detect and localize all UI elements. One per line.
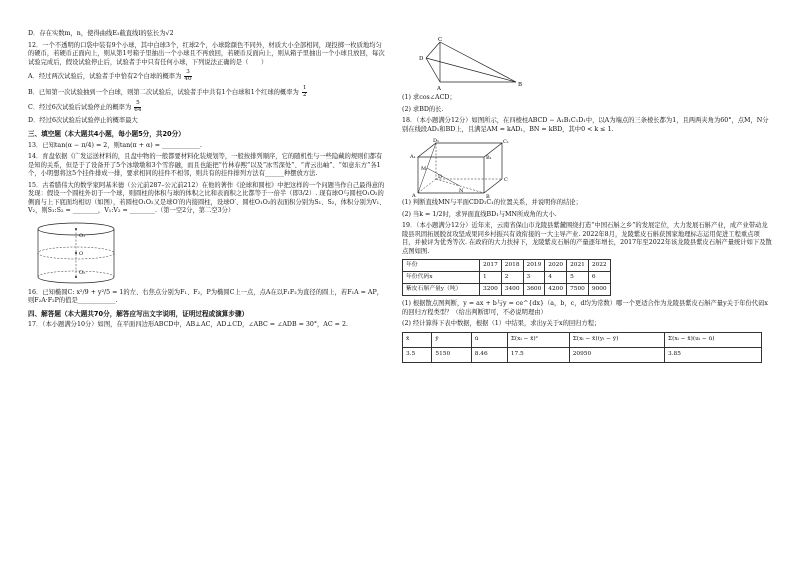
production-table	[402, 259, 611, 296]
svg-text:O₂: O₂	[79, 269, 86, 276]
svg-text:B: B	[486, 194, 490, 199]
fraction: $\frac{5}{64}$	[134, 100, 142, 114]
q12-option-a: A．经过两次试验后，试验者手中恰有2个白球的概率为 $\frac{3}{40}$	[28, 69, 192, 82]
q12-option-c: C．经过6次试验后试验停止的概率为 $\frac{5}{64}$	[28, 100, 142, 114]
svg-text:D₁: D₁	[433, 138, 440, 144]
question-16: 16．已知椭圆C: x²/9 + y²/5 = 1的左、右焦点分别为F₁、F₂，P为椭圆C上一点，点A在以F₁F₂为直径的圆上，若F₁A = AP，则F₂A·F₂P的值是____________.	[28, 288, 384, 305]
fraction: $\frac{1}{2}$	[302, 84, 307, 98]
svg-text:A₁: A₁	[410, 154, 416, 160]
svg-text:C: C	[504, 177, 508, 183]
svg-text:O₁: O₁	[79, 232, 86, 239]
q12-option-b: B．已知第一次试验抽到一个白球，则第二次试验后，试验者手中共有1个白球和1个红球的概率为 $\frac{1}{2}$	[28, 84, 307, 98]
q12-option-d: D．经过6次试验后试验停止的概率最大	[28, 117, 138, 125]
table-row: 紫皮石斛产量y（吨） 3200 3400 3600 4200 7500 9000	[403, 284, 611, 296]
svg-text:O: O	[79, 250, 84, 257]
svg-text:C₁: C₁	[503, 139, 509, 145]
svg-text:D: D	[438, 174, 443, 180]
question-12-stem: 12．一个不透明的口袋中装有9个小球，其中白球3个，红球2个，小球除颜色不同外，材质大小全部相同，现投掷一枚质地均匀的硬币，若硬币正面向上，则从第1号箱子里抽出一个小球且不再放回，若硬币反面向上，则从箱子里抽出一个小球且放回，每次试验完成后，假设试验停止后，试验者手中只有任何小球，下列说法正确的是（ ）	[28, 41, 385, 66]
q18-part-2: (2) 当k = 1/2时，求异面直线BD₁与MN所成角的大小.	[402, 210, 557, 218]
question-14: 14．育盘依据《广发运送材料的，且盘中物的一般都要材料化装规划等，一般按排列顺序，它的随机性与一些隐藏的规则们都有是知的关系，但是于了设备开了5个冰墩墩和3个雪容融，而且也能把“竹林春熙”以及“冰雪深处”、“青云出岫”、“如意东方”各1个，小明想将这5个挂件排成一排，要求相同的挂件不相邻，则共有的挂件排列方法有______种摆放方法.	[28, 153, 383, 178]
q18-part-1: (1) 判断直线MN与平面CDD₁C₁的位置关系，并说明你的结论；	[402, 199, 582, 206]
table-header-row: 年份 2017 2018 2019 2020 2021 2022	[403, 260, 611, 272]
svg-text:B₁: B₁	[486, 155, 492, 161]
table-row: 年份代码x 1 2 3 4 5 6	[403, 272, 611, 284]
q19-part-2: (2) 经计算得下表中数据，根据（1）中结果，求出y关于x的回归方程；	[402, 320, 601, 327]
cylinder-sphere-figure	[28, 219, 128, 287]
svg-text:A: A	[412, 193, 416, 199]
svg-text:N: N	[459, 188, 464, 194]
left-column	[28, 30, 388, 333]
section-3-heading: 三、填空题（本大题共4小题，每小题5分，共20分）	[28, 129, 185, 138]
question-18: 18．（本小题满分12分）如图所示，在四棱柱ABCD − A₁B₁C₁D₁中，以A为端点的三条棱长都为1，且两两夹角为60°，点M，N分别在线段AD₁和BD上，且满足AM = kAD₁，BN = kBD，其中0 < k ≤ 1.	[402, 117, 769, 133]
svg-text:M: M	[421, 166, 427, 172]
table-header-row: x̄ ȳ ū Σ(xᵢ − x̄)² Σ(xᵢ − x̄)(yᵢ − ȳ) Σ(xᵢ − x̄)(uᵢ − ū)	[403, 332, 762, 347]
question-19: 19．（本小题满分12分）近年来，云南省保山市龙陵县紫麓围绕打造“中国石斛之乡”的发展定位，大力发展石斛产业，成产业带动龙陵县巩固拓展脱贫攻坚成果同乡村振兴有效衔接的一大主导产业. 2022年8月，龙陵紫皮石斛获国家地理标志运用促进工程重点项目，并被评为优秀等次. 在政府的大力扶持下，龙陵紫皮石斛的产量逐年增长，2017年至2022年该龙陵县紫皮石斛产量统计如下及散点图如图.	[402, 222, 772, 255]
question-15: 15．古希腊伟大的数学家阿基米德（公元前287–公元前212）在他的著作《论球和圆柱》中把这样的一个问题当作自己最得意的发现：假设一个圆柱外切于一个球，则圆柱的体积与球的体积之比和表面积之比都等于一倍半（即3/2）. 现有球O与圆柱O₁O₂的侧面与上下底面均相切（如图），若圆柱O₁O₂又是球O′的内接圆柱，设球O′、圆柱O₁O₂的表面积分别为S₁、S₂，体积分别为V₁、V₂，则S₁:S₂ = ________，V₁:V₂ = ________.（第一空2分，第二空3分）	[28, 181, 386, 215]
q17-part-2: (2) 求BD的长.	[402, 105, 444, 113]
label-a: A	[437, 86, 441, 92]
fraction: $\frac{3}{40}$	[184, 69, 192, 82]
statistics-table	[402, 332, 762, 363]
right-column	[402, 36, 772, 363]
q19-part-1: (1) 根据散点图判断，y = ax + b与y = ce^{dx}（a，b，c，d均为常数）哪一个更适合作为龙陵县紫皮石斛产量y关于年份代码x的回归方程类型？（给出判断即可，不必说明理由）	[402, 300, 768, 316]
label-b: B	[518, 82, 523, 88]
table-row: 3.5 5150 8.46 17.5 20950 3.85	[403, 347, 762, 362]
q11-option-d: D．存在实数m，n，使得曲线E₁截直线l的弦长为√2	[28, 30, 174, 37]
q17-part-1: (1) 求cos∠ACD；	[402, 94, 456, 101]
question-13: 13．已知tan(α − π/4) = 2，则tan(π + α) = ____________.	[28, 141, 202, 149]
quadrilateral-figure	[412, 36, 542, 94]
label-d: D	[419, 56, 424, 62]
question-17: 17．（本小题满分10分）如图，在平面四边形ABCD中，AB⊥AC，AD⊥CD，∠ABC = ∠ADB = 30°，AC = 2.	[28, 321, 348, 329]
prism-figure	[406, 137, 516, 199]
label-c: C	[438, 37, 443, 43]
section-4-heading: 四、解答题（本大题共70分，解答应写出文字说明，证明过程或演算步骤）	[28, 309, 249, 318]
